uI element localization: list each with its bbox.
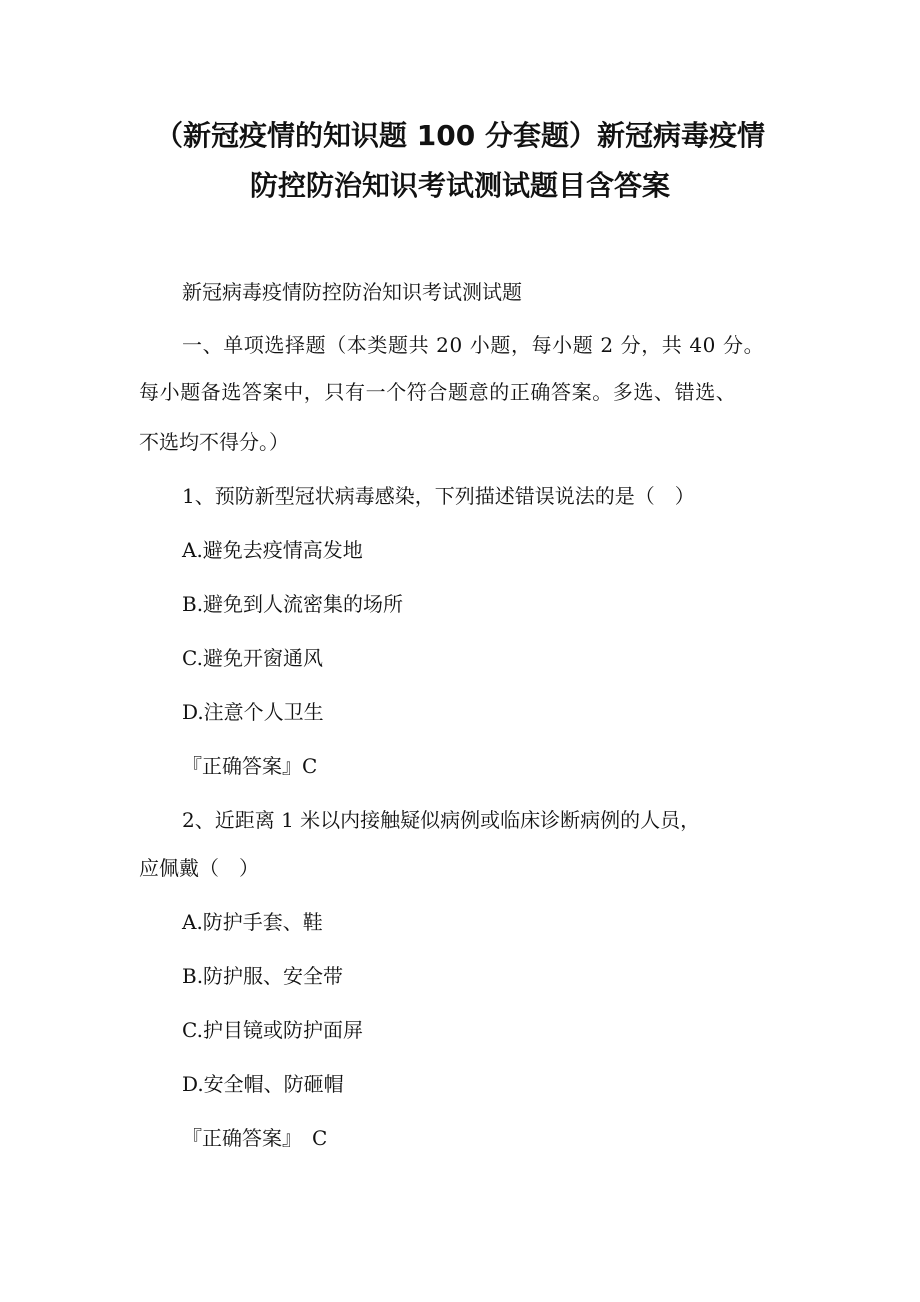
section-instructions-line-2: 每小题备选答案中，只有一个符合题意的正确答案。多选、错选、 xyxy=(139,380,737,404)
section-instructions-line-1: 一、单项选择题（本类题共 20 小题，每小题 2 分，共 40 分。 xyxy=(182,333,765,357)
question-1-answer: 『正确答案』C xyxy=(182,754,318,778)
question-2-stem-line-2: 应佩戴（ ） xyxy=(139,856,259,880)
question-1-option-b: B.避免到人流密集的场所 xyxy=(182,592,404,616)
question-1-stem: 1、预防新型冠状病毒感染，下列描述错误说法的是（ ） xyxy=(182,484,695,508)
document-title-line-1: （新冠疫情的知识题 100 分套题）新冠病毒疫情 xyxy=(155,119,765,152)
question-2-stem-line-1: 2、近距离 1 米以内接触疑似病例或临床诊断病例的人员， xyxy=(182,808,701,832)
question-2-answer: 『正确答案』 C xyxy=(182,1126,328,1150)
document-subtitle: 新冠病毒疫情防控防治知识考试测试题 xyxy=(182,280,522,304)
question-2-option-c: C.护目镜或防护面屏 xyxy=(182,1018,363,1042)
question-2-option-b: B.防护服、安全带 xyxy=(182,964,344,988)
section-instructions-line-3: 不选均不得分。） xyxy=(139,430,289,454)
question-1-option-a: A.避免去疫情高发地 xyxy=(182,538,363,562)
question-1-option-c: C.避免开窗通风 xyxy=(182,646,323,670)
document-title-line-2: 防控防治知识考试测试题目含答案 xyxy=(249,169,670,202)
question-1-option-d: D.注意个人卫生 xyxy=(182,700,324,724)
question-2-option-d: D.安全帽、防砸帽 xyxy=(182,1072,344,1096)
question-2-option-a: A.防护手套、鞋 xyxy=(182,910,323,934)
